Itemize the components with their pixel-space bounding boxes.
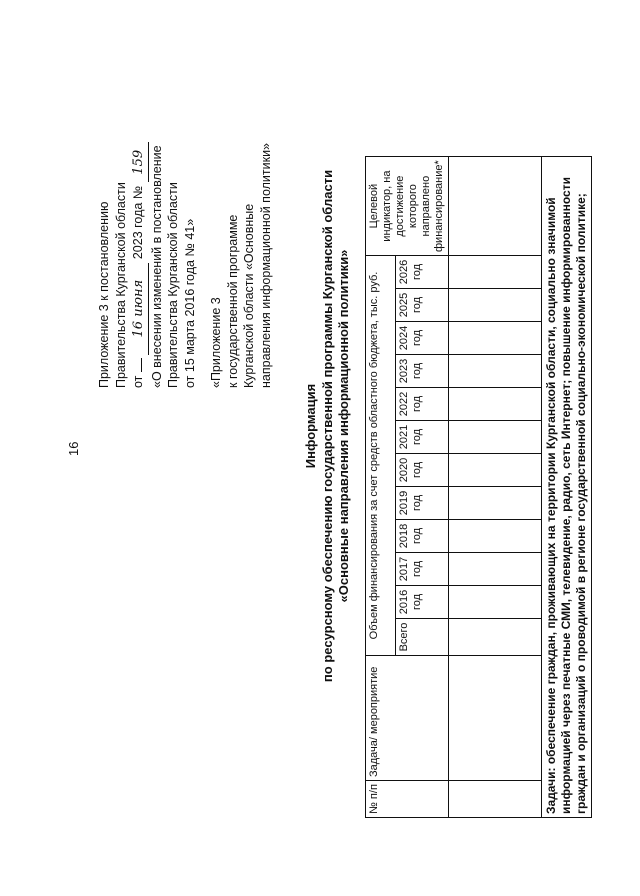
appendix-line: Правительства Курганской области xyxy=(113,182,128,388)
date-blank xyxy=(129,358,142,372)
table-cell xyxy=(449,322,542,355)
year-suffix: год xyxy=(411,461,424,479)
page-number: 16 xyxy=(66,441,81,456)
appendix-line: «О внесении изменений в постановление xyxy=(149,145,164,388)
header-total: Всего xyxy=(396,619,449,656)
program-appendix-line: «Приложение 3 xyxy=(209,297,223,388)
handwritten-date: 16 июня xyxy=(131,263,149,355)
table-cell xyxy=(449,781,542,818)
handwritten-number: 159 xyxy=(131,142,149,182)
table-cell xyxy=(449,421,542,454)
header-year xyxy=(396,586,449,619)
table-cell xyxy=(449,454,542,487)
program-appendix-line: Курганской области «Основные xyxy=(242,203,256,388)
table-cell xyxy=(449,355,542,388)
table-cell xyxy=(449,553,542,586)
header-year xyxy=(396,421,449,454)
year-value: 2025 xyxy=(398,292,411,318)
year-value: 2020 xyxy=(398,457,411,483)
year-value: 2017 xyxy=(398,556,411,582)
appendix-date-line xyxy=(129,58,149,388)
year-value: 2018 xyxy=(398,523,411,549)
header-year xyxy=(396,256,449,289)
header-year xyxy=(396,355,449,388)
year-value: 2024 xyxy=(398,325,411,351)
table-cell xyxy=(449,157,542,256)
year-value: 2026 xyxy=(398,259,411,285)
program-appendix-line: направления информационной политики» xyxy=(258,142,273,388)
program-appendix-line: к государственной программе xyxy=(225,214,240,388)
year-value: 2023 xyxy=(398,358,411,384)
table-cell xyxy=(449,586,542,619)
header-year xyxy=(396,553,449,586)
header-indicator: Целевой индикатор, на достижение которого направлено финансирование* xyxy=(366,157,449,256)
appendix-line: Приложение 3 к постановлению xyxy=(97,201,111,388)
year-suffix: год xyxy=(411,395,424,413)
title-line: Информация xyxy=(303,383,318,469)
table-cell xyxy=(449,619,542,656)
year-suffix: год xyxy=(411,527,424,545)
header-year xyxy=(396,487,449,520)
financing-table xyxy=(365,156,592,818)
year-suffix: год xyxy=(411,296,424,314)
header-year xyxy=(396,388,449,421)
header-year xyxy=(396,454,449,487)
table-cell xyxy=(449,289,542,322)
header-task: Задача/ мероприятие xyxy=(366,656,449,781)
table-tasks-row xyxy=(542,157,592,818)
year-suffix: год xyxy=(411,428,424,446)
year-value: 2019 xyxy=(398,490,411,516)
appendix-line: от 15 марта 2016 года № 41» xyxy=(182,218,197,388)
table-cell xyxy=(449,388,542,421)
header-number: № п/п xyxy=(366,781,449,818)
appendix-header xyxy=(96,58,198,388)
date-prefix: от xyxy=(131,375,145,388)
date-year: 2023 года № xyxy=(131,185,145,260)
header-year xyxy=(396,520,449,553)
table-empty-row xyxy=(449,157,542,818)
title-line: «Основные направления информационной политики» xyxy=(336,249,351,603)
year-suffix: год xyxy=(411,560,424,578)
year-suffix: год xyxy=(411,329,424,347)
year-value: 2022 xyxy=(398,391,411,417)
header-financing: Объем финансирования за счет средств областного бюджета, тыс. руб. xyxy=(366,256,396,656)
table-header-row xyxy=(366,157,396,818)
year-value: 2021 xyxy=(398,424,411,450)
title-line: по ресурсному обеспечению государственной программы Курганской области xyxy=(319,169,335,683)
year-suffix: год xyxy=(411,593,424,611)
year-suffix: год xyxy=(411,494,424,512)
year-value: 2016 xyxy=(398,589,411,615)
table-cell xyxy=(449,256,542,289)
year-suffix: год xyxy=(411,362,424,380)
tasks-description: Задачи: обеспечение граждан, проживающих на территории Курганской области, социально значимой информацией через печатные СМИ, телевидение, радио, сеть Интернет; повышение информированности граждан и организаций о проводимой в регионе государственной социально-экономической политике; xyxy=(542,157,592,818)
table-cell xyxy=(449,487,542,520)
table-cell xyxy=(449,520,542,553)
program-appendix xyxy=(208,38,274,388)
document-title xyxy=(303,116,353,736)
header-year xyxy=(396,289,449,322)
year-suffix: год xyxy=(411,263,424,281)
appendix-line: Правительства Курганской области xyxy=(166,182,180,388)
table-cell xyxy=(449,656,542,781)
header-year xyxy=(396,322,449,355)
